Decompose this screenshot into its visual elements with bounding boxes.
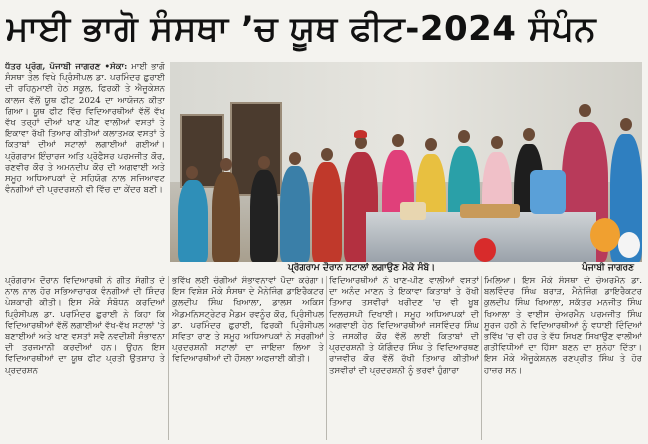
photo-person-head: [579, 104, 591, 117]
event-photo: [170, 62, 642, 262]
photo-person-head: [458, 130, 470, 143]
column-divider: [168, 276, 169, 440]
photo-person-head: [392, 134, 404, 147]
photo-person-head: [425, 138, 437, 151]
photo-balloon: [474, 238, 496, 262]
photo-person: [178, 180, 208, 262]
column-divider: [481, 276, 482, 440]
photo-person-head: [523, 128, 535, 141]
photo-person-head: [289, 152, 301, 165]
article-column-2: ਭਵਿੱਖ ਲਈ ਚੰਗੀਆਂ ਸੰਭਾਵਨਾਵਾਂ ਪੈਦਾ ਕਰੇਗਾ। ਇਸ ਵਿਸ਼ੇਸ਼ ਮੌਕੇ ਸੰਸਥਾ ਦੇ ਮੈਨੇਜਿੰਗ ਡਾਇਰੈਕਟਰ ਕੁਲਦੀਪ ਸਿੰਘ ਖਿਆਲਾ, ਡਾਲਸ ਅਕਿਸ ਐਡਮਨਿਸਟ੍ਰੇਟਰ ਮੈਡਮ ਰਵਨੂੰਰ ਕੌਰ, ਪ੍ਰਿੰਸੀਪਲ ਡਾ. ਪਰਮਿੰਦਰ ਛੁਰਾਈ, ਫਿਰਕੀ ਪ੍ਰਿੰਸੀਪਲ ਸਵਿਤਾ ਰਾਣ ਤੇ ਸਮੂਹ ਅਧਿਆਪਕਾਂ ਨੇ ਸਰਗੀਆਂ ਪ੍ਰਦਰਸ਼ਨੀ ਸਟਾਲਾਂ ਦਾ ਜਾਇਜ਼ਾ ਲਿਆ ਤੇ ਵਿਦਿਆਰਥੀਆਂ ਦੀ ਹੌਸਲਾ ਅਫਜ਼ਾਈ ਕੀਤੀ।: [172, 276, 324, 365]
photo-credit: ਪੰਜਾਬੀ ਜਾਗਰਣ: [582, 263, 634, 273]
photo-caption-bar: [170, 262, 642, 275]
byline: ਧੱਤਰ ਪ੍ਰੋਗ, ਪੰਜਾਬੀ ਜਾਗਰਣ •ਸੇਕਾ:: [5, 62, 128, 72]
photo-food-tray: [460, 204, 520, 218]
column-divider: [326, 276, 327, 440]
photo-cake: [400, 202, 426, 220]
article-column-1-top: [5, 62, 165, 274]
photo-person-head: [186, 166, 198, 179]
photo-balloon: [618, 232, 640, 258]
photo-person: [212, 172, 240, 262]
headline: ਮਾਈ ਭਾਗੋ ਸੰਸਥਾ ’ਚ ਯੂਥ ਫੀਟ-2024 ਸੰਪੰਨ: [6, 9, 597, 49]
article-column-4: ਮਿਲਿਆ। ਇਸ ਮੌਕੇ ਸੰਸਥਾ ਦੇ ਚੇਅਰਮੈਨ ਡਾ. ਬਲਵਿੰਦਰ ਸਿੰਘ ਬਰਾੜ, ਮੈਨੇਜਿੰਗ ਡਾਇਰੈਕਟਰ ਕੁਲਦੀਪ ਸਿੰਘ ਖਿਆਲਾ, ਸਕੱਤਰ ਮਨਜੀਤ ਸਿੰਘ ਖਿਆਲਾ ਤੇ ਵਾਈਸ ਚੇਅਰਮੈਨ ਪਰਮਜੀਤ ਸਿੰਘ ਸੂਰਜ ਹਠੀ ਨੇ ਵਿਦਿਆਰਥੀਆਂ ਨੂੰ ਵਧਾਈ ਦਿੰਦਿਆਂ ਭਵਿੱਖ 'ਚ ਵੀ ਹਰ ਤੇ ਵੱਧ ਸਿਖਣ ਸਿਖਾਉਣ ਵਾਲੀਆਂ ਗਤੀਵਿਧੀਆਂ ਦਾ ਹਿੱਸਾ ਬਣਨ ਦਾ ਸੁਨੇਹਾ ਦਿੱਤਾ। ਇਸ ਮੌਕੇ ਐਜੂਕੇਸ਼ਨਲ ਰਣਪ੍ਰੀਤ ਸਿੰਘ ਤੇ ਹੋਰ ਹਾਜ਼ਰ ਸਨ।: [484, 276, 642, 376]
photo-water-dispenser: [530, 170, 566, 214]
photo-person: [250, 170, 278, 262]
article-column-1-bottom: ਪ੍ਰੋਗਰਾਮ ਦੌਰਾਨ ਵਿਦਿਆਰਥੀ ਨੇ ਗੀਤ ਸੰਗੀਤ ਦੇ ਨਾਲ ਨਾਲ ਹੋਰ ਸਭਿਆਚਾਰਕ ਵੰਨਗੀਆਂ ਦੀ ਸ਼ਿੰਦਰ ਪੇਸ਼ਕਾਰੀ ਕੀਤੀ। ਇਸ ਮੌਕੇ ਸੰਬੋਧਨ ਕਰਦਿਆਂ ਪ੍ਰਿੰਸੀਪਲ ਡਾ. ਪਰਮਿੰਦਰ ਛੁਰਾਈ ਨੇ ਕਿਹਾ ਕਿ ਵਿਦਿਆਰਥੀਆਂ ਵੱਲੋਂ ਲਗਾਈਆਂ ਵੱਖ-ਵੱਖ ਸਟਾਲਾਂ 'ਤੇ ਬਣਾਈਆਂ ਅਤੇ ਖਾਣ ਵਸਤਾਂ ਸਵੈ ਨਵਦੀਸ਼ੀ ਸੰਭਾਵਨਾ ਦੀ ਤਰਜਮਾਨੀ ਕਰਦੀਆਂ ਹਨ। ਉਹਨ ਇਸ ਵਿਦਿਆਰਥੀਆਂ ਦਾ ਯੂਥ ਫੀਟ ਪ੍ਰਤੀ ਉਤਸ਼ਾਹ ਤੇ ਪ੍ਰਦਰਸ਼ਨ: [5, 276, 165, 376]
article-column-3: ਵਿਦਿਆਰਥੀਆਂ ਨੇ ਖਾਣ-ਪੀਣ ਵਾਲੀਆਂ ਵਸਤਾਂ ਦਾ ਅਨੰਦ ਮਾਣਨ ਤੇ ਇਕਾਵਾ ਕਿਤਾਬਾਂ ਤੇ ਰੱਖੀ ਤਿਆਰ ਤਸਵੀਰਾਂ ਖਰੀਦਣ 'ਚ ਵੀ ਖੂਬ ਦਿਲਚਸਪੀ ਦਿਖਾਈ। ਸਮੂਹ ਅਧਿਆਪਕਾਂ ਦੀ ਅਗਵਾਈ ਹੇਠ ਵਿਦਿਆਰਥੀਆਂ ਜਸਵਿੰਦਰ ਸਿੰਘ ਤੇ ਜਸਕੀਰ ਕੌਰ ਵੱਲੋਂ ਲਾਈ ਕਿਤਾਬਾਂ ਦੀ ਪ੍ਰਦਰਸ਼ਨੀ ਤੇ ਯੋਗਿੰਦਰ ਸਿੰਘ ਤੇ ਵਿਦਿਆਰਥਣ ਰਾਜਵੀਰ ਕੌਰ ਵੱਲੋਂ ਰੱਖੀ ਤਿਆਰ ਕੀਤੀਆਂ ਤਸਵੀਰਾਂ ਦੀ ਪ੍ਰਦਰਸ਼ਨੀ ਨੂੰ ਭਰਵਾਂ ਹੁੰਗਾਰਾ: [329, 276, 479, 376]
article-paragraph-1: ਮਾਈ ਭਾਗੋ ਸੰਸਥਾ ਤੇਲ ਵਿਖੇ ਪ੍ਰਿੰਸੀਪਲ ਡਾ. ਪਰਮਿੰਦਰ ਛੁਰਾਈ ਦੀ ਰਹਿਨੁਮਾਈ ਹੇਠ ਸਕੂਲ, ਫਿਰਕੀ ਤੇ ਐਜੂਕੇਸ਼ਨ ਕਾਲਜ ਵੱਲੋਂ ਯੂਥ ਫੀਟ 2024 ਦਾ ਆਯੋਜਨ ਕੀਤਾ ਗਿਆ। ਯੂਥ ਫੀਟ ਵਿੱਚ ਵਿਦਿਆਰਥੀਆਂ ਵੱਲੋਂ ਵੱਖ ਵੱਖ ਤਰ੍ਹਾਂ ਦੀਆਂ ਖਾਣ ਪੀਣ ਵਾਲੀਆਂ ਵਸਤਾਂ ਤੇ ਇਕਾਵਾ ਰੱਖੀ ਤਿਆਰ ਕੀਤੀਆਂ ਕਲਾਤਮਕ ਵਸਤਾਂ ਤੇ ਕਿਤਾਬਾਂ ਦੀਆਂ ਸਟਾਲਾਂ ਲਗਾਈਆਂ ਗਈਆਂ। ਪ੍ਰੋਗਰਾਮ ਇੰਚਾਰਜ ਅਤਿ ਪ੍ਰੋਫੈਸਰ ਪਰਮਜੀਤ ਕੌਰ, ਰਣਵੀਰ ਕੌਰ ਤੇ ਅਮਨਦੀਪ ਕੌਰ ਦੀ ਅਗਵਾਈ ਅਤੇ ਸਮੂਹ ਅਧਿਆਪਕਾਂ ਦੇ ਸਹਿਯੋਗ ਨਾਲ ਸਜਿਆਵਟ ਵੰਨਗੀਆਂ ਦੀ ਪ੍ਰਦਰਸ਼ਨੀ ਵੀ ਵਿੱਚ ਦਾ ਕੇਂਦਰ ਬਣੀ।: [5, 62, 165, 196]
photo-balloon: [590, 218, 620, 252]
photo-caption: ਪ੍ਰੋਗਰਾਮ ਦੌਰਾਨ ਸਟਾਲਾਂ ਲਗਾਉਣ ਮੌਕੇ ਸੰਬੋ।: [288, 263, 436, 273]
photo-person: [280, 166, 310, 262]
photo-person-head: [220, 158, 232, 171]
photo-person-head: [620, 118, 632, 131]
photo-person-head: [258, 156, 270, 169]
photo-turban: [354, 130, 367, 138]
photo-person-head: [321, 148, 333, 161]
photo-person: [312, 162, 342, 262]
photo-person-head: [491, 136, 503, 149]
